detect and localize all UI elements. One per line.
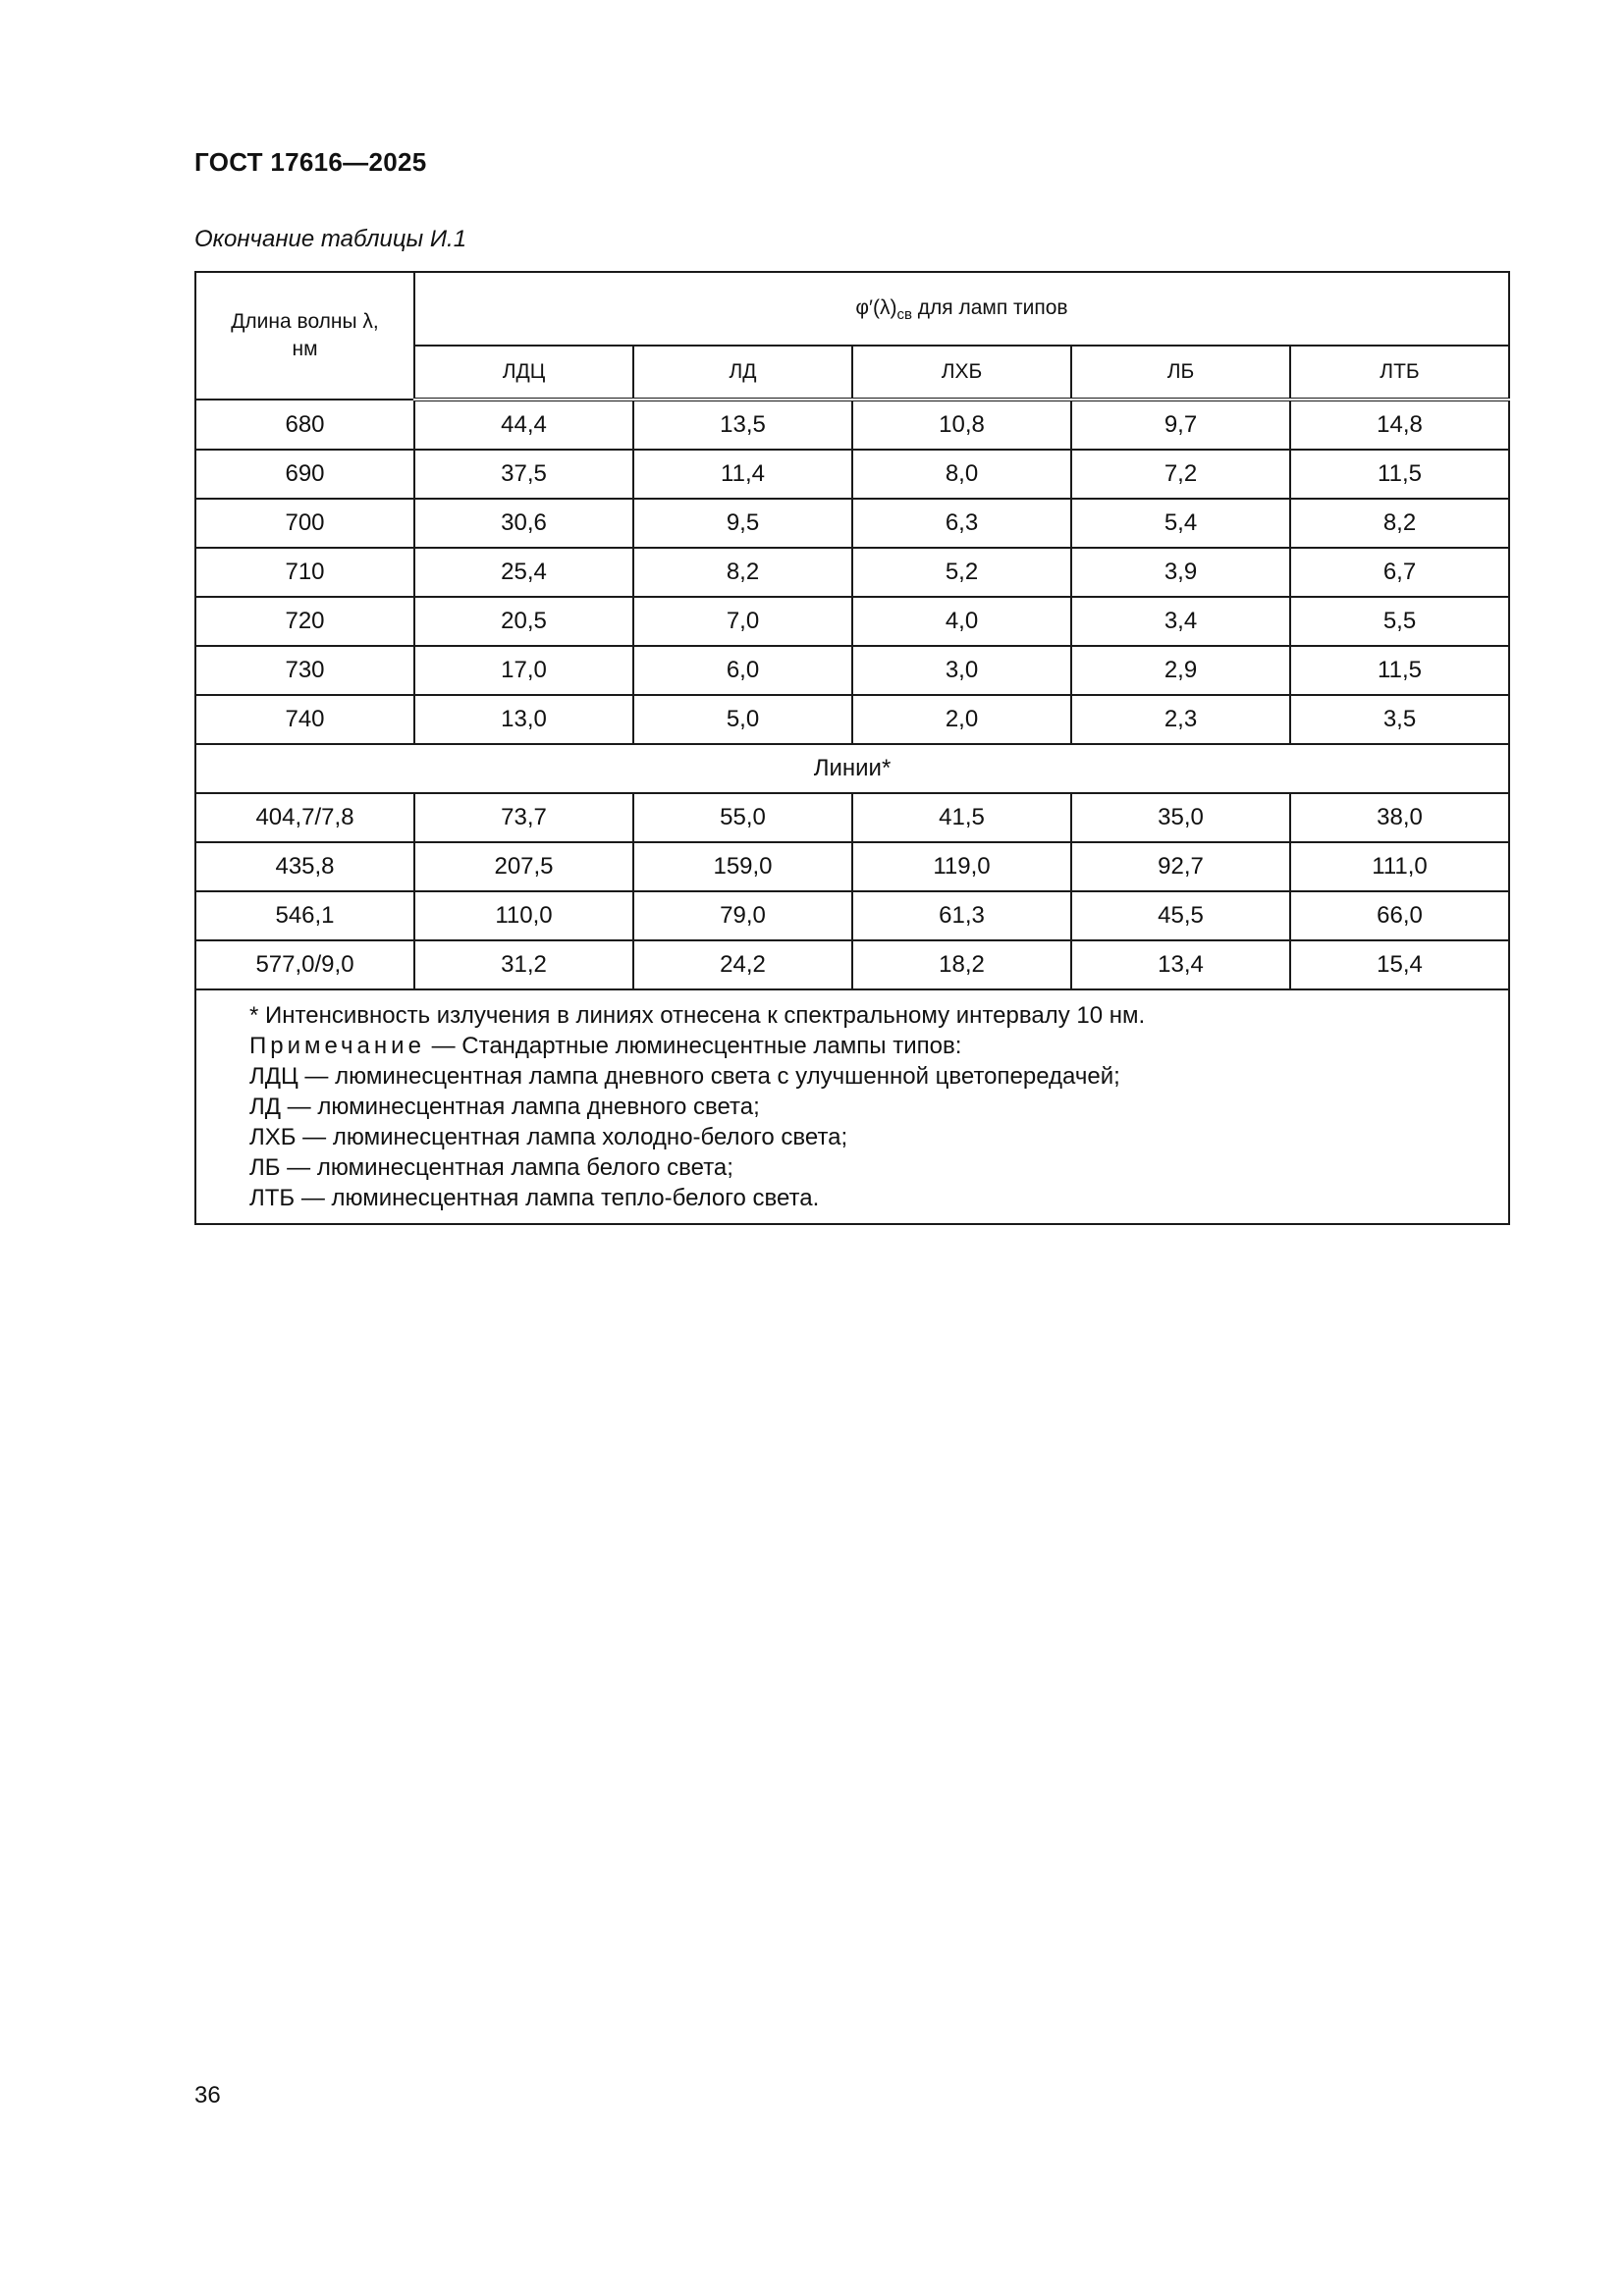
table-cell: 25,4 xyxy=(414,548,633,597)
lamp-type-header: ЛХБ xyxy=(852,346,1071,400)
table-cell: 5,0 xyxy=(633,695,852,744)
lines-section-row xyxy=(195,744,1509,793)
table-cell: 730 xyxy=(195,646,414,695)
table-cell: 79,0 xyxy=(633,891,852,940)
document-title: ГОСТ 17616—2025 xyxy=(194,147,427,177)
table-cell: 690 xyxy=(195,450,414,499)
table-body xyxy=(195,400,1509,1224)
table-cell: 577,0/9,0 xyxy=(195,940,414,989)
table-caption: Окончание таблицы И.1 xyxy=(194,226,467,252)
table-cell: 3,4 xyxy=(1071,597,1290,646)
note-definition: ЛТБ — люминесцентная лампа тепло-белого света. xyxy=(249,1185,820,1211)
table-cell: 3,9 xyxy=(1071,548,1290,597)
table-row xyxy=(195,597,1509,646)
footnote: * Интенсивность излучения в линиях отнесена к спектральному интервалу 10 нм. xyxy=(249,1002,1146,1029)
table-cell: 8,2 xyxy=(1290,499,1509,548)
table-row xyxy=(195,400,1509,450)
table-cell: 9,7 xyxy=(1071,400,1290,450)
table-cell: 13,0 xyxy=(414,695,633,744)
table-cell: 720 xyxy=(195,597,414,646)
note-definition: ЛХБ — люминесцентная лампа холодно-белого света; xyxy=(249,1124,848,1150)
table-row xyxy=(195,891,1509,940)
table-cell: 700 xyxy=(195,499,414,548)
lines-section-label: Линии* xyxy=(195,744,1509,793)
table-cell: 11,5 xyxy=(1290,646,1509,695)
wavelength-header xyxy=(195,272,414,400)
note-text: — Стандартные люминесцентные лампы типов: xyxy=(424,1033,962,1059)
table-cell: 11,5 xyxy=(1290,450,1509,499)
table-cell: 24,2 xyxy=(633,940,852,989)
table-cell: 6,3 xyxy=(852,499,1071,548)
lamp-type-header: ЛД xyxy=(633,346,852,400)
table-cell: 61,3 xyxy=(852,891,1071,940)
table-cell: 7,0 xyxy=(633,597,852,646)
table-cell: 5,5 xyxy=(1290,597,1509,646)
table-row xyxy=(195,793,1509,842)
table-cell: 3,5 xyxy=(1290,695,1509,744)
table-cell: 6,7 xyxy=(1290,548,1509,597)
table-cell: 92,7 xyxy=(1071,842,1290,891)
table-cell: 5,2 xyxy=(852,548,1071,597)
table-cell: 207,5 xyxy=(414,842,633,891)
table-cell: 7,2 xyxy=(1071,450,1290,499)
lamp-type-header: ЛТБ xyxy=(1290,346,1509,400)
table-cell: 15,4 xyxy=(1290,940,1509,989)
table-row xyxy=(195,940,1509,989)
table-cell: 11,4 xyxy=(633,450,852,499)
table-cell: 38,0 xyxy=(1290,793,1509,842)
notes-row xyxy=(195,989,1509,1224)
table-cell: 55,0 xyxy=(633,793,852,842)
table-cell: 13,5 xyxy=(633,400,852,450)
table-cell: 73,7 xyxy=(414,793,633,842)
table-cell: 2,9 xyxy=(1071,646,1290,695)
table-cell: 44,4 xyxy=(414,400,633,450)
table-cell: 8,2 xyxy=(633,548,852,597)
table-row xyxy=(195,450,1509,499)
table-cell: 119,0 xyxy=(852,842,1071,891)
table-row xyxy=(195,695,1509,744)
table-cell: 17,0 xyxy=(414,646,633,695)
table-cell: 111,0 xyxy=(1290,842,1509,891)
table-row xyxy=(195,548,1509,597)
table-cell: 740 xyxy=(195,695,414,744)
table-cell: 9,5 xyxy=(633,499,852,548)
spectral-table xyxy=(194,271,1510,1225)
table-row xyxy=(195,842,1509,891)
table-cell: 10,8 xyxy=(852,400,1071,450)
note-definition: ЛДЦ — люминесцентная лампа дневного света с улучшенной цветопередачей; xyxy=(249,1063,1120,1090)
phi-subscript: св xyxy=(896,306,912,324)
table-cell: 41,5 xyxy=(852,793,1071,842)
table-cell: 8,0 xyxy=(852,450,1071,499)
table-cell: 66,0 xyxy=(1290,891,1509,940)
table-cell: 435,8 xyxy=(195,842,414,891)
table-cell: 13,4 xyxy=(1071,940,1290,989)
table-cell: 35,0 xyxy=(1071,793,1290,842)
table-row xyxy=(195,646,1509,695)
phi-rest: для ламп типов xyxy=(911,296,1068,320)
lamp-type-header: ЛБ xyxy=(1071,346,1290,400)
table-cell: 18,2 xyxy=(852,940,1071,989)
table-row xyxy=(195,499,1509,548)
phi-symbol: φ′(λ) xyxy=(855,296,897,320)
table-cell: 710 xyxy=(195,548,414,597)
table-cell: 4,0 xyxy=(852,597,1071,646)
table-cell: 159,0 xyxy=(633,842,852,891)
table-cell: 2,3 xyxy=(1071,695,1290,744)
table-cell: 6,0 xyxy=(633,646,852,695)
wavelength-header-label: Длина волны λ, xyxy=(231,310,379,333)
table-cell: 30,6 xyxy=(414,499,633,548)
table-cell: 20,5 xyxy=(414,597,633,646)
note-label: Примечание xyxy=(249,1033,425,1059)
table-cell: 45,5 xyxy=(1071,891,1290,940)
table-cell: 680 xyxy=(195,400,414,450)
table-cell: 3,0 xyxy=(852,646,1071,695)
lamp-type-header: ЛДЦ xyxy=(414,346,633,400)
table-cell: 2,0 xyxy=(852,695,1071,744)
note-definition: ЛД — люминесцентная лампа дневного света; xyxy=(249,1094,760,1120)
table-cell: 546,1 xyxy=(195,891,414,940)
page-number: 36 xyxy=(194,2082,221,2109)
wavelength-header-unit: нм xyxy=(292,338,318,360)
notes-cell xyxy=(195,989,1509,1224)
table-cell: 5,4 xyxy=(1071,499,1290,548)
table-cell: 37,5 xyxy=(414,450,633,499)
phi-header xyxy=(414,272,1509,346)
table-cell: 14,8 xyxy=(1290,400,1509,450)
note-intro xyxy=(249,1031,1508,1061)
table-cell: 404,7/7,8 xyxy=(195,793,414,842)
table-cell: 110,0 xyxy=(414,891,633,940)
table-cell: 31,2 xyxy=(414,940,633,989)
table-head xyxy=(195,272,1509,400)
note-definition: ЛБ — люминесцентная лампа белого света; xyxy=(249,1154,733,1181)
